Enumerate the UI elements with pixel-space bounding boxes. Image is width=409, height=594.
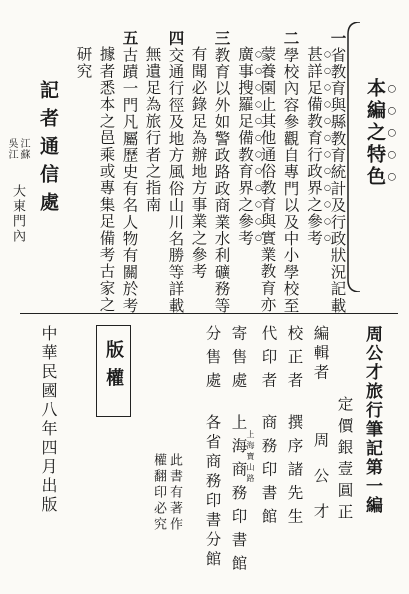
feature-line-5: 廣事搜羅足備教育界之參考	[236, 46, 254, 247]
section-divider	[20, 313, 398, 314]
printer-location: 上海寶山路	[246, 430, 255, 485]
publication-date: 中華民國八年四月出版	[39, 325, 58, 515]
feature-line-10: 五古蹟一門凡屬歷史有名人物有關於考	[120, 30, 140, 314]
printer-name: 商務印書館	[259, 414, 278, 532]
feature-line-7: 有聞必錄足為辦地方事業之參考	[189, 46, 208, 280]
copyright-stamp	[96, 325, 131, 417]
editor-name: 周公才	[311, 432, 330, 539]
feature-line-11: 據者悉本之邑乘或專集足備考古家之	[97, 46, 116, 314]
price: 定價銀壹圓正	[335, 396, 354, 525]
features-title: 本編之特色	[364, 78, 386, 188]
copyright-note-2: 權翻印必究	[151, 453, 166, 533]
printer-label: 代印者	[259, 325, 278, 396]
address-province-1: 江蘇	[18, 138, 29, 160]
address-detail: 大東門內	[10, 184, 25, 244]
editor-label: 編輯者	[311, 325, 330, 384]
feature-line-9: 無遺足為旅行者之指南	[143, 46, 162, 213]
book-title: 周公才旅行筆記第一編	[362, 325, 382, 515]
feature-line-6: 三教育以外如警政路政商業水利礦務等	[212, 30, 232, 314]
address-province-2: 吳江	[6, 138, 17, 160]
feature-line-8: 四交通行徑及地方風俗山川名勝等詳載	[166, 30, 186, 314]
copyright-stamp-text: 版權	[103, 340, 124, 396]
feature-line-3: 二學校內容參觀自專門以及中小學校至	[281, 30, 301, 314]
branch-label: 分售處	[203, 325, 222, 396]
proofreader-name: 撰序諸先生	[285, 414, 304, 532]
feature-line-2: 甚詳足備教育行政界之參考	[305, 46, 323, 247]
feature-line-12: 研究	[74, 46, 93, 80]
feature-line-1: 一省教育與縣教育統計及行政狀況記載	[328, 30, 348, 314]
proofreader-label: 校正者	[285, 325, 304, 396]
feature-line-4: 蒙養園止其他通俗教育與實業教育亦	[258, 46, 277, 314]
distributor-name: 上海商務印書館	[229, 414, 248, 579]
copyright-note-1: 此書有著作	[167, 453, 182, 533]
branch-name: 各省商務印書分館	[203, 414, 222, 570]
distributor-label: 寄售處	[229, 325, 248, 396]
correspondence-office-label: 記者通信處	[37, 80, 59, 220]
